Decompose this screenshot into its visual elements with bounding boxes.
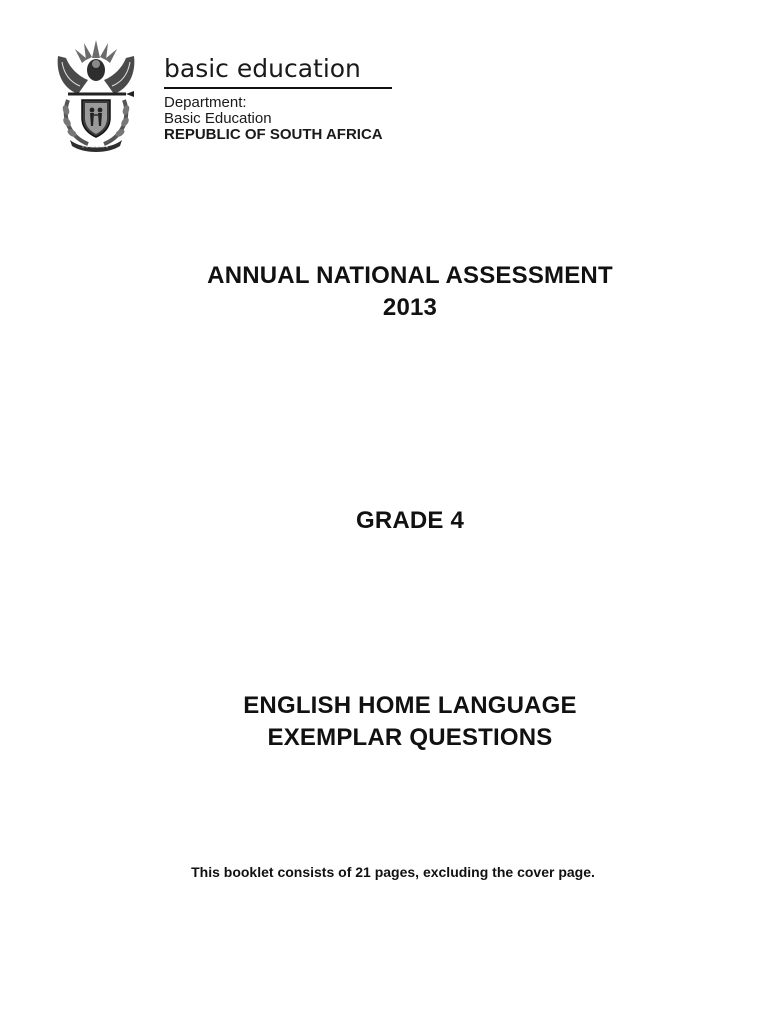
department-info	[164, 95, 392, 143]
grade-label: GRADE 4	[355, 507, 465, 534]
subject-subtitle: EXEMPLAR QUESTIONS	[267, 724, 553, 751]
brand-text	[164, 54, 392, 143]
subject-title: ENGLISH HOME LANGUAGE	[243, 692, 577, 719]
country-name: REPUBLIC OF SOUTH AFRICA	[164, 126, 383, 143]
coat-of-arms-icon	[48, 36, 144, 154]
brand-name: basic education	[164, 54, 361, 83]
department-name: Basic Education	[164, 110, 272, 127]
department-logo	[44, 34, 404, 158]
department-label: Department:	[164, 94, 247, 111]
assessment-year: 2013	[382, 294, 438, 321]
assessment-title: ANNUAL NATIONAL ASSESSMENT	[207, 262, 613, 289]
assessment-title-block	[26, 260, 768, 324]
subject-block	[26, 690, 768, 754]
brand-divider	[164, 87, 392, 89]
booklet-page-note: This booklet consists of 21 pages, excluding the cover page.	[191, 864, 595, 880]
grade-block	[26, 505, 768, 537]
